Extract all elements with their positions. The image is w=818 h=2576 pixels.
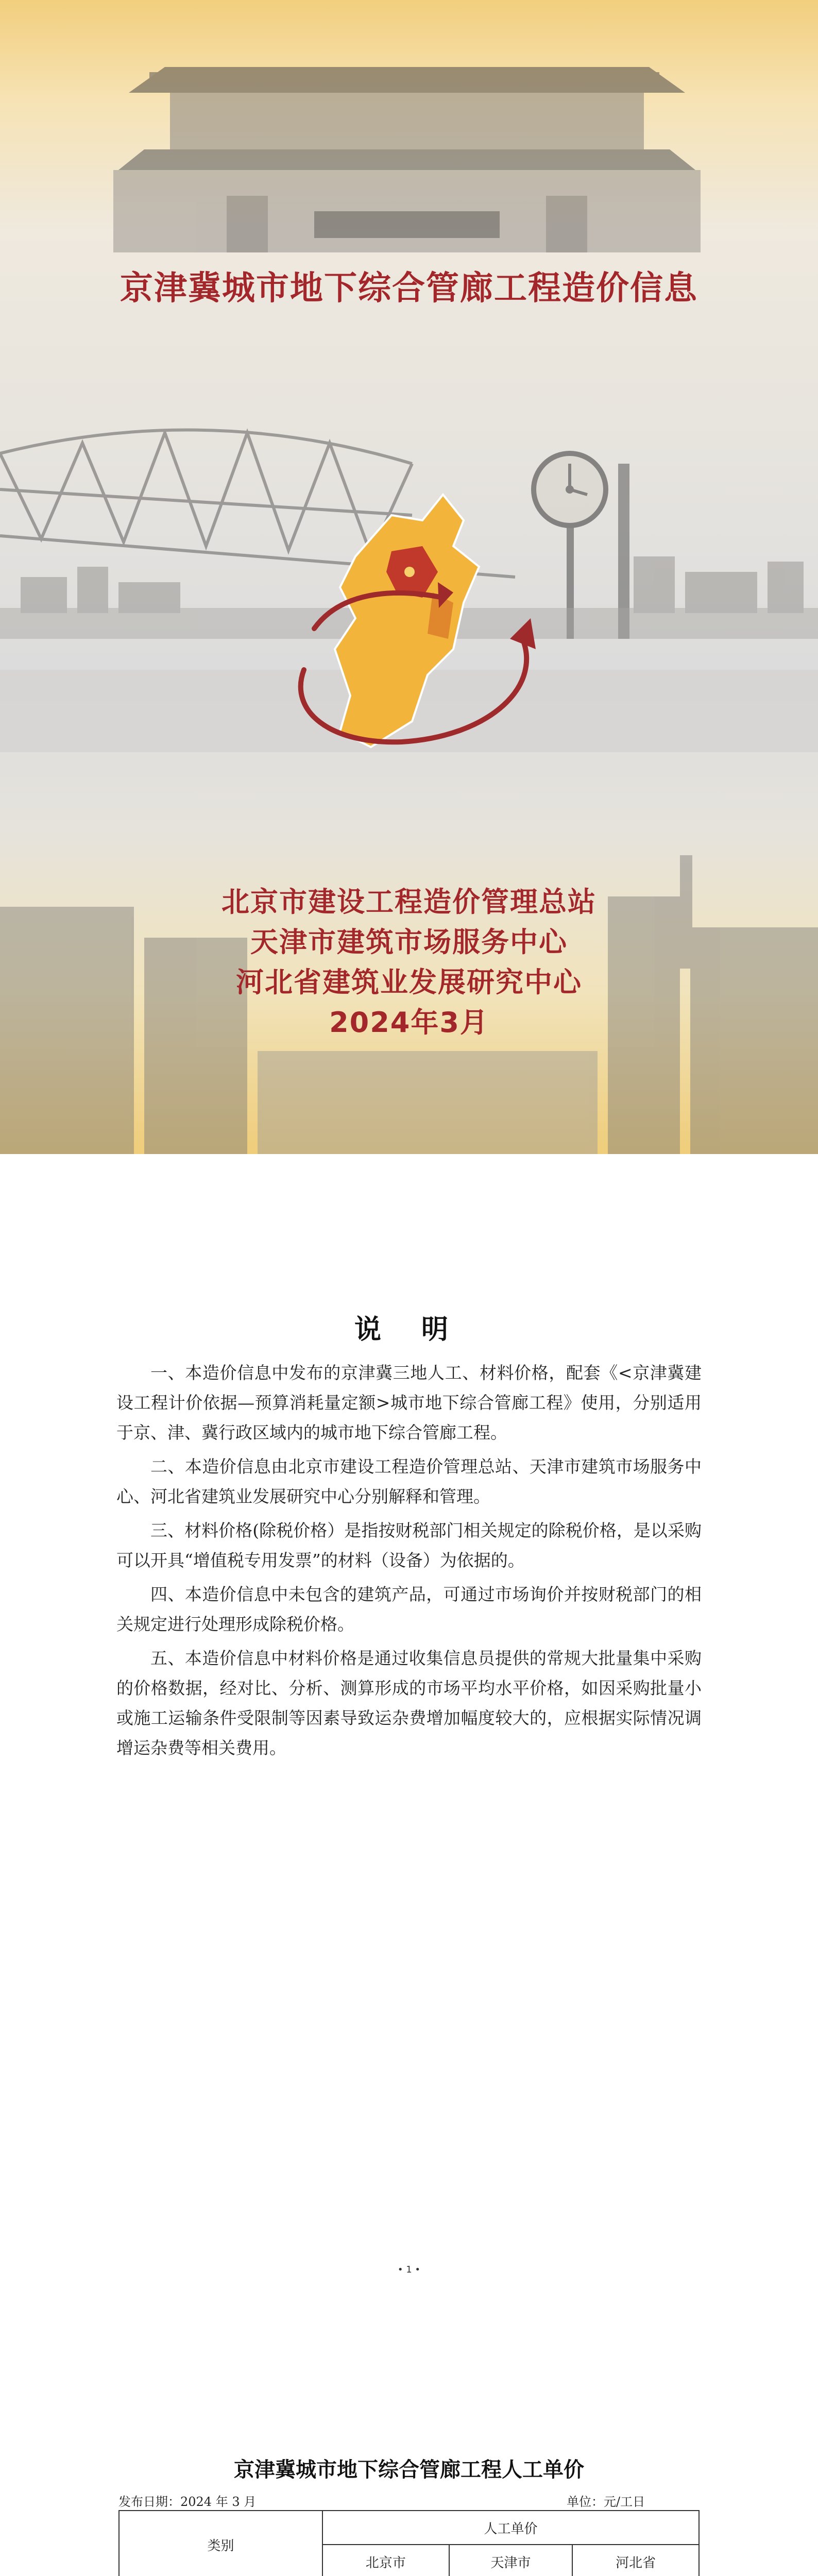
page-number: • 1 • [397, 2264, 421, 2275]
cover-page [0, 0, 818, 1154]
header-hebei: 河北省 [572, 2545, 699, 2576]
explanation-paragraph: 一、本造价信息中发布的京津冀三地人工、材料价格，配套《<京津冀建设工程计价依据—预算消耗量定额>城市地下综合管廊工程》使用，分别适用于京、津、冀行政区域内的城市地下综合管廊工程。 [116, 1363, 702, 1443]
header-tianjin: 天津市 [449, 2545, 573, 2576]
explanation-paragraph: 四、本造价信息中未包含的建筑产品，可通过市场询价并按财税部门的相关规定进行处理形成除税价格。 [116, 1584, 702, 1634]
cover-org-beijing: 北京市建设工程造价管理总站 [221, 886, 597, 918]
release-date: 发布日期：2024 年 3 月 [118, 2495, 257, 2509]
explanation-heading: 说 明 [354, 1314, 464, 1345]
explanation-body [116, 1358, 702, 1767]
header-beijing: 北京市 [322, 2545, 449, 2576]
header-category: 类别 [119, 2511, 322, 2576]
gate-tower-illustration [113, 67, 701, 252]
labor-wage-table [118, 2510, 700, 2576]
explanation-paragraph: 三、材料价格(除税价格）是指按财税部门相关规定的除税价格，是以采购可以开具“增值税专用发票”的材料（设备）为依据的。 [116, 1520, 702, 1570]
cover-org-hebei: 河北省建筑业发展研究中心 [236, 966, 582, 998]
cover-title: 京津冀城市地下综合管廊工程造价信息 [120, 269, 698, 308]
cover-date: 2024年3月 [329, 1006, 489, 1039]
explanation-paragraph: 五、本造价信息中材料价格是通过收集信息员提供的常规大批量集中采购的价格数据，经对比、分析、测算形成的市场平均水平价格，如因采购批量小或施工运输条件受限制等因素导致运杂费增加幅度较大的，应根据实际情况调增运杂费等相关费用。 [116, 1648, 702, 1758]
wage-table-title: 京津冀城市地下综合管廊工程人工单价 [234, 2458, 584, 2482]
explanation-paragraph: 二、本造价信息由北京市建设工程造价管理总站、天津市建筑市场服务中心、河北省建筑业发展研究中心分别解释和管理。 [116, 1456, 702, 1506]
cover-org-tianjin: 天津市建筑市场服务中心 [250, 926, 568, 958]
header-wage-group: 人工单价 [322, 2511, 699, 2545]
unit-label: 单位：元/工日 [567, 2495, 645, 2509]
